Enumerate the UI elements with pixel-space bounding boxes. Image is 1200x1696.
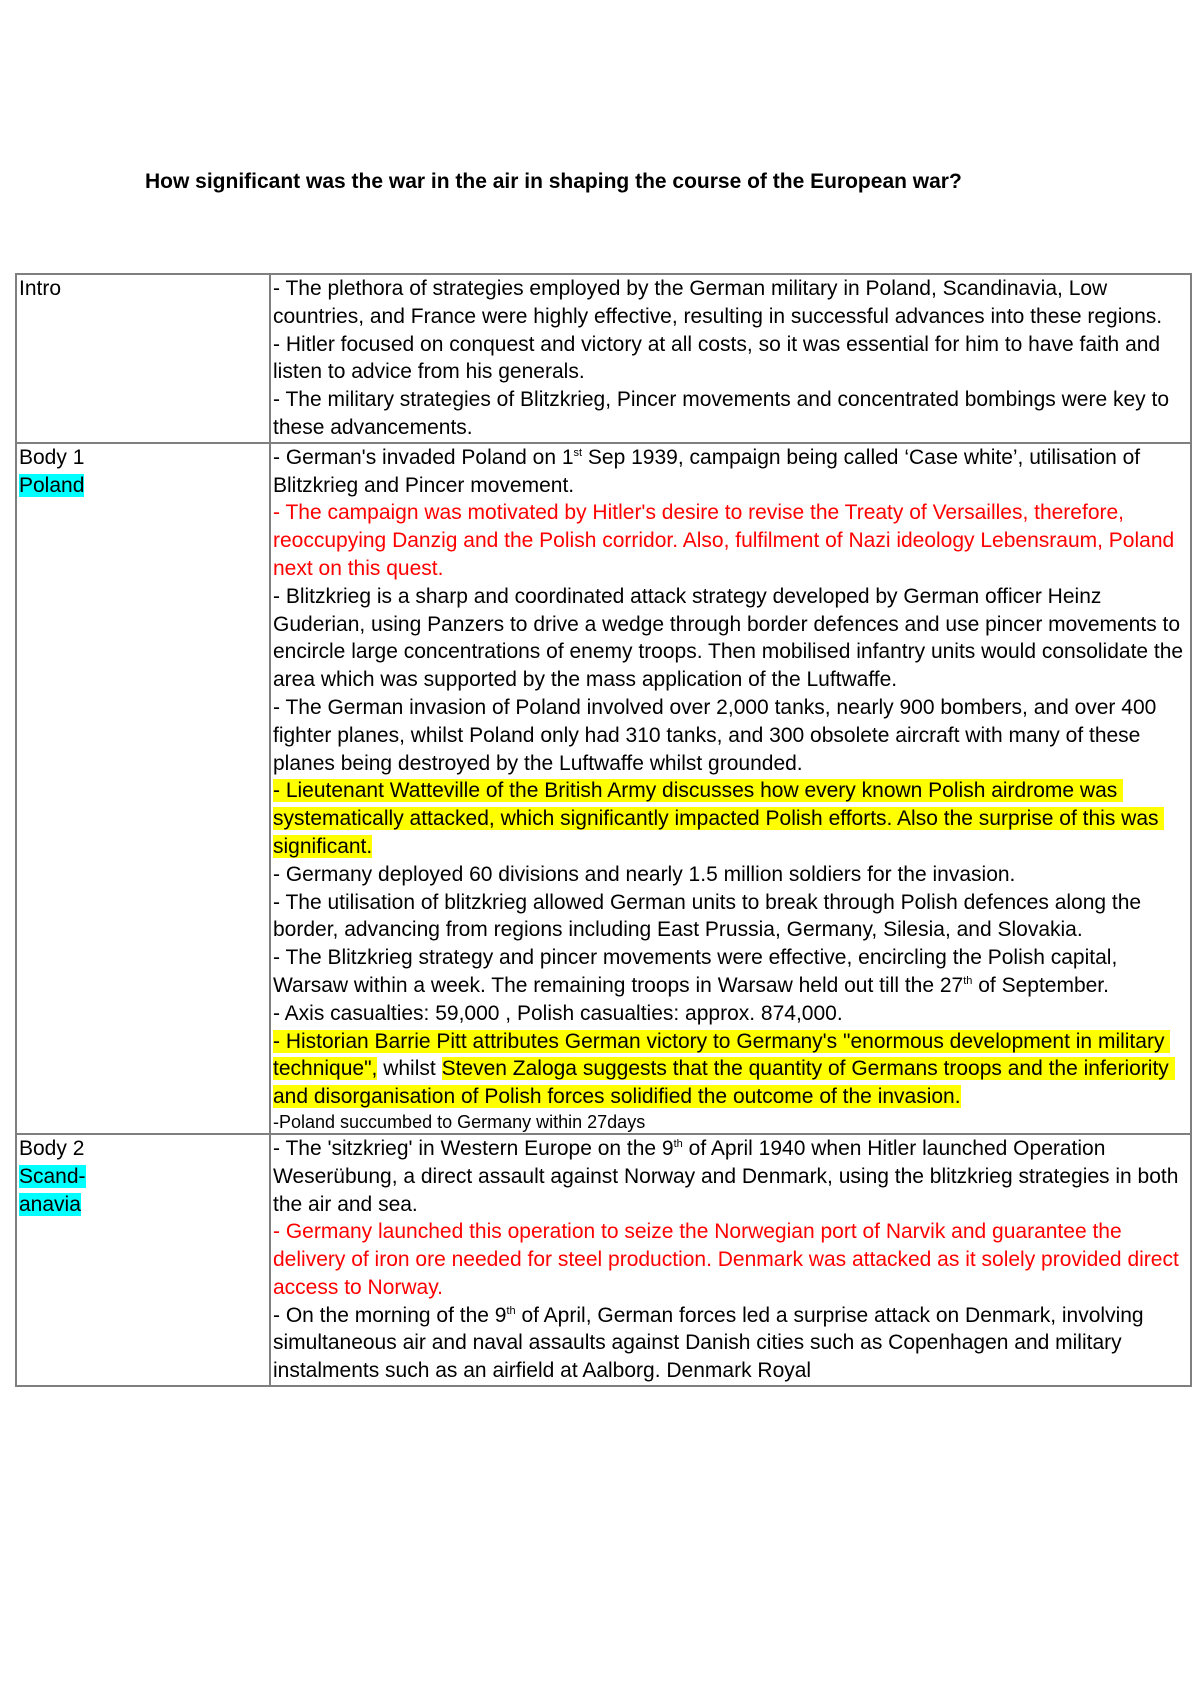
table-row-intro [16, 274, 1191, 443]
body1-point-red: - The campaign was motivated by Hitler's desire to revise the Treaty of Versailles, therefore, reoccupying Danzig and the Polish corridor. Also, fulfilment of Nazi ideology Lebensraum, Poland next on this quest. [273, 501, 1181, 580]
row-label-cell [16, 443, 270, 1134]
point-text: whilst [377, 1057, 442, 1081]
row-content-cell [270, 1134, 1191, 1386]
row-label-body-2: Body 2 [19, 1136, 85, 1160]
body1-point-highlighted [273, 1028, 1188, 1111]
point-text: of April, German forces led a surprise attack on Denmark, involving simultaneous air and naval assaults against Danish cities such as Copenhagen and military instalments such as an airfield at Aalborg. Denmark Royal [273, 1303, 1150, 1383]
point-text: - The 'sitzkrieg' in Western Europe on the 9 [273, 1136, 674, 1160]
point-text: of April 1940 when Hitler launched Operation Weserübung, a direct assault against Norway and Denmark, using the blitzkrieg strategies in both the air and sea. [273, 1136, 1185, 1216]
table-row-body-2 [16, 1134, 1191, 1386]
highlighted-text: - Historian Barrie Pitt attributes German victory to Germany's "enormous development in military technique", [273, 1029, 1171, 1081]
body2-point [273, 1302, 1188, 1385]
point-text: - German's invaded Poland on 1 [273, 445, 574, 469]
body1-point: - Blitzkrieg is a sharp and coordinated attack strategy developed by German officer Heinz Guderian, using Panzers to drive a wedge through border defences and use pincer movements to encircle large concentrations of enemy troops. Then mobilised infantry units would consolidate the area which was supported by the mass application of the Luftwaffe. [273, 584, 1189, 692]
body1-point: - Axis casualties: 59,000 , Polish casualties: approx. 874,000. [273, 1001, 843, 1025]
ordinal-suffix: th [673, 1137, 683, 1150]
intro-point: - The military strategies of Blitzkrieg, Pincer movements and concentrated bombings were key to these advancements. [273, 388, 1175, 439]
row-content-cell [270, 274, 1191, 443]
ordinal-suffix: st [573, 446, 583, 459]
ordinal-suffix: th [963, 974, 973, 987]
intro-point: - The plethora of strategies employed by the German military in Poland, Scandinavia, Low countries, and France were highly effective, resulting in successful advances into these regions. [273, 277, 1163, 328]
essay-question-title: How significant was the war in the air in shaping the course of the European war? [145, 170, 962, 193]
point-text: Sep 1939, campaign being called ‘Case white’, utilisation of Blitzkrieg and Pincer movement. [273, 445, 1146, 497]
essay-plan-table [15, 273, 1192, 1387]
point-text: of September. [972, 973, 1109, 997]
highlighted-text: Steven Zaloga suggests that the quantity of Germans troops and the inferiority and disorganisation of Polish forces solidified the outcome of the invasion. [273, 1057, 1175, 1109]
row-content-cell [270, 443, 1191, 1134]
row-label-body-1: Body 1 [19, 445, 85, 469]
row-sublabel-poland: Poland [19, 473, 85, 497]
row-label-cell [16, 274, 270, 443]
body1-point: - Germany deployed 60 divisions and nearly 1.5 million soldiers for the invasion. [273, 862, 1016, 886]
intro-point: - Hitler focused on conquest and victory at all costs, so it was essential for him to have faith and listen to advice from his generals. [273, 332, 1166, 384]
body2-point [273, 1135, 1188, 1218]
point-text: - The Blitzkrieg strategy and pincer movements were effective, encircling the Polish capital, Warsaw within a week. The remaining troops in Warsaw held out till the 27 [273, 946, 1124, 997]
body1-point [273, 944, 1188, 1000]
point-text: - On the morning of the 9 [273, 1303, 507, 1327]
body1-point: - The utilisation of blitzkrieg allowed German units to break through Polish defences along the border, advancing from regions including East Prussia, Germany, Silesia, and Slovakia. [273, 890, 1147, 942]
row-sublabel-scandanavia: Scand- [19, 1164, 86, 1188]
body1-point: - The German invasion of Poland involved over 2,000 tanks, nearly 900 bombers, and over 400 fighter planes, whilst Poland only had 310 tanks, and 300 obsolete aircraft with many of these planes being destroyed by the Luftwaffe whilst grounded. [273, 695, 1163, 775]
table-row-body-1 [16, 443, 1191, 1134]
row-label-cell [16, 1134, 270, 1386]
body1-point-highlighted [273, 777, 1188, 860]
body2-point-red: - Germany launched this operation to seize the Norwegian port of Narvik and guarantee the delivery of iron ore needed for steel production. Denmark was attacked as it solely provided direct access to Norway. [273, 1220, 1185, 1299]
body1-point-small: -Poland succumbed to Germany within 27days [273, 1111, 646, 1132]
row-sublabel-scandanavia: anavia [19, 1192, 81, 1216]
body1-point [273, 444, 1188, 500]
ordinal-suffix: th [506, 1304, 516, 1317]
row-label-intro: Intro [19, 277, 62, 300]
highlighted-text: - Lieutenant Watteville of the British Army discusses how every known Polish airdrome was systematically attacked, which significantly impacted Polish efforts. Also the surprise of this was significant. [273, 779, 1165, 858]
